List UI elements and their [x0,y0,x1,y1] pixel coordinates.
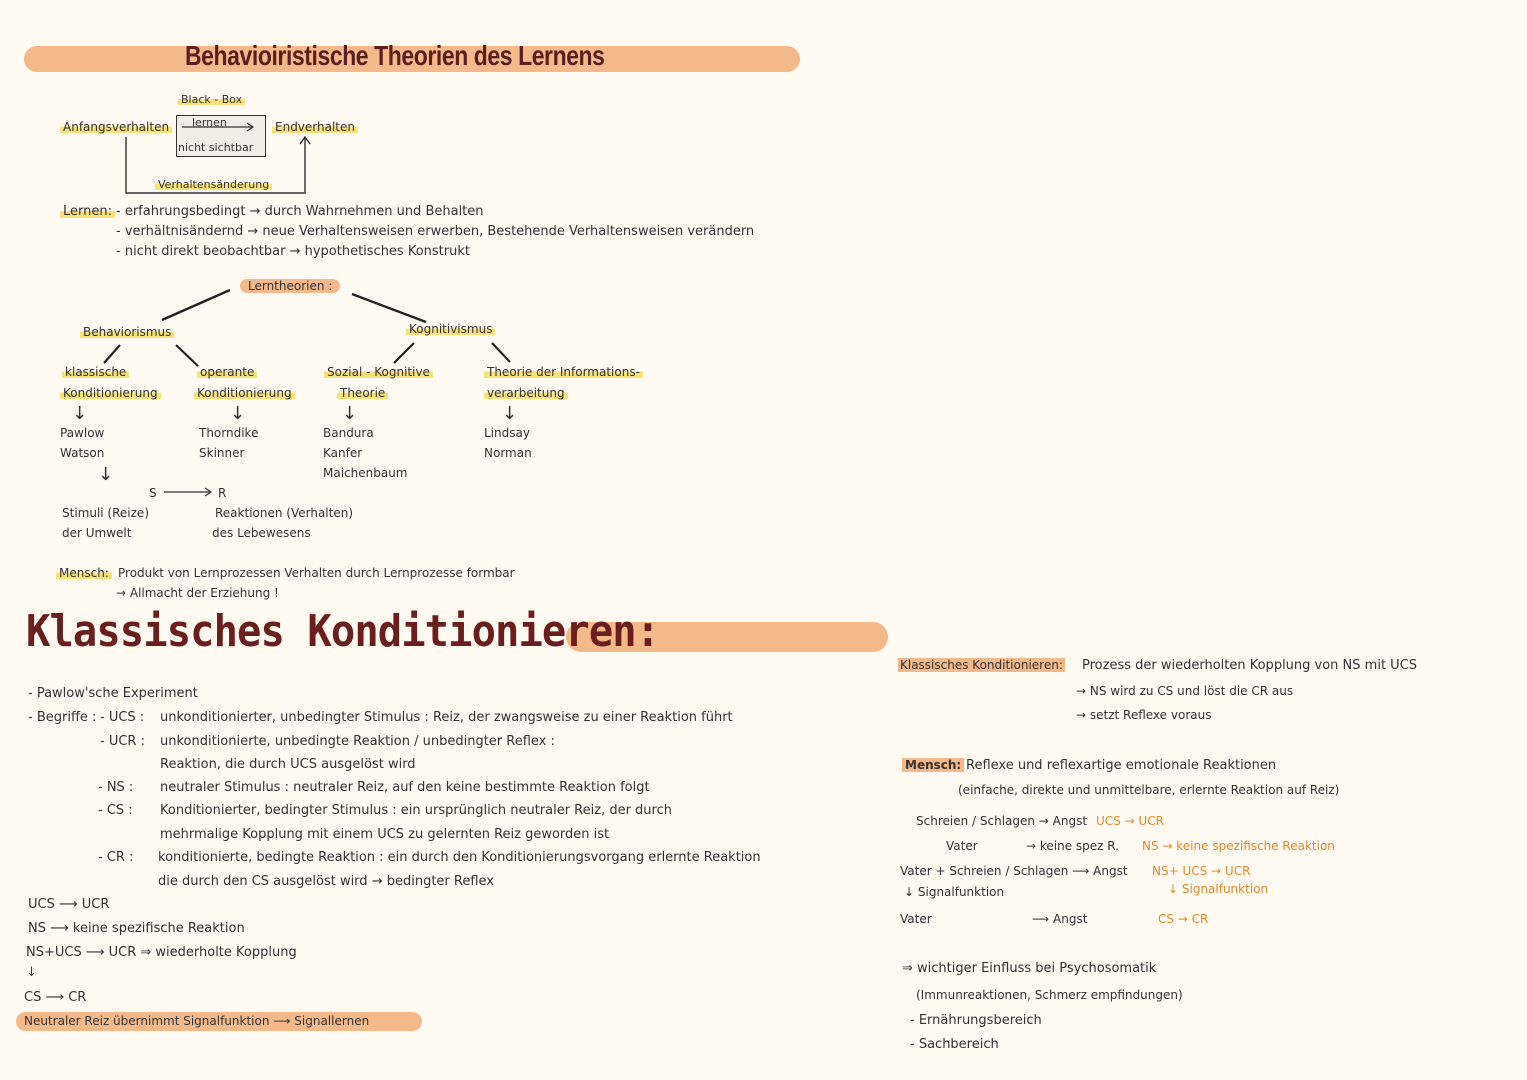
mensch-line: Produkt von Lernprozessen Verhalten durch Lernprozesse formbar [118,566,515,580]
tree-node-title: Sozial - Kognitive [324,365,433,379]
example-orange: UCS → UCR [1096,814,1164,828]
tree-person: Thorndike [199,426,259,440]
lernen-line: - verhältnisändernd → neue Verhaltensweisen erwerben, Bestehende Verhaltensweisen verändern [116,224,755,239]
reaktion-text: des Lebewesens [212,526,311,540]
example-line: ⟶ Angst [1032,912,1088,926]
experiment-line: - Pawlow'sche Experiment [28,686,198,701]
conclusion-line: - Ernährungsbereich [910,1013,1042,1028]
term-abbr: - CR : [98,850,134,865]
tree-node-title: verarbeitung [484,386,568,400]
lernen-label: Lernen: [60,204,115,219]
example-line: Vater [946,839,978,853]
blackbox-change: Verhaltensänderung [155,178,272,191]
tree-node-title: klassische [62,365,129,379]
term-abbr: - UCR : [100,734,145,749]
arrow-down-icon: ↓ [342,403,358,424]
example-line: → keine spez R. [1026,839,1119,853]
tree-person: Kanfer [323,446,363,460]
tree-person: Maichenbaum [323,466,408,480]
bottom-summary: Neutraler Reiz übernimmt Signalfunktion ⟶ Signallernen [24,1014,370,1028]
example-orange: NS+ UCS → UCR [1152,864,1251,878]
term-text: die durch den CS ausgelöst wird → bedingter Reflex [158,874,494,889]
term-text: konditionierte, bedingte Reaktion : ein durch den Konditionierungsvorgang erlernte Reaktion [158,850,761,865]
blackbox-label: Black - Box [178,93,245,106]
mensch2-line: (einfache, direkte und unmittelbare, erlernte Reaktion auf Reiz) [958,783,1340,797]
tree-node-title: Theorie [337,386,388,400]
tree-node-title: Konditionierung [60,386,161,400]
mensch2-label: Mensch: [902,758,964,772]
example-line: ↓ Signalfunktion [904,885,1005,899]
tree-person: Norman [484,446,532,460]
flow-line: CS ⟶ CR [24,990,87,1005]
arrow-down-icon: ↓ [230,403,246,424]
flow-line: NS ⟶ keine spezifische Reaktion [28,921,245,936]
mensch-label: Mensch: [56,566,112,580]
conclusion-line: ⇒ wichtiger Einfluss bei Psychosomatik [902,961,1157,976]
stimuli-text: Stimuli (Reize) [62,506,149,520]
reaktion-text: Reaktionen (Verhalten) [215,506,354,520]
tree-node-title: Theorie der Informations- [484,365,643,379]
flow-arrow: ↓ [26,965,37,980]
example-orange: ↓ Signalfunktion [1168,882,1269,896]
term-abbr: - CS : [98,803,133,818]
mensch2-line: Reflexe und reflexartige emotionale Reaktionen [966,758,1277,773]
example-orange: CS → CR [1158,912,1209,926]
tree-person: Watson [60,446,105,460]
begriffe-label: - Begriffe : [28,710,97,725]
tree-person: Bandura [323,426,374,440]
arrow-down-icon: ↓ [502,403,518,424]
page-title: Behavioiristische Theorien des Lernens [185,40,605,71]
example-orange: NS → keine spezifische Reaktion [1142,839,1335,853]
tree-node-title: operante [197,365,257,379]
def-line: Prozess der wiederholten Kopplung von NS mit UCS [1082,658,1418,673]
term-text: unkonditionierter, unbedingter Stimulus : Reiz, der zwangsweise zu einer Reaktion führt [160,710,733,725]
tree-root: Lerntheorien : [240,279,340,293]
term-abbr: - UCS : [100,710,145,725]
term-text: neutraler Stimulus : neutraler Reiz, auf den keine bestimmte Reaktion folgt [160,780,650,795]
blackbox-end: Endverhalten [272,120,358,134]
lernen-line: - nicht direkt beobachtbar → hypothetisches Konstrukt [116,244,470,259]
term-text: Reaktion, die durch UCS ausgelöst wird [160,757,416,772]
stimuli-text: der Umwelt [62,526,132,540]
tree-person: Skinner [199,446,245,460]
arrow-down-icon: ↓ [72,403,88,424]
flow-line: NS+UCS ⟶ UCR ⇒ wiederholte Kopplung [26,945,297,960]
tree-person: Pawlow [60,426,105,440]
term-text: mehrmalige Kopplung mit einem UCS zu gelernten Reiz geworden ist [160,827,610,842]
example-line: Vater + Schreien / Schlagen ⟶ Angst [900,864,1128,878]
term-abbr: - NS : [98,780,134,795]
def-line: → setzt Reflexe voraus [1076,708,1212,722]
section-title: Klassisches Konditionieren: [26,606,660,657]
blackbox-start: Anfangsverhalten [60,120,172,134]
blackbox-inner-top: lernen [192,116,227,129]
stimulus-s: S [149,486,157,500]
def-label: Klassisches Konditionieren: [900,658,1063,672]
term-text: unkonditionierte, unbedingte Reaktion / unbedingter Reflex : [160,734,555,749]
flow-line: UCS ⟶ UCR [28,897,110,912]
tree-person: Lindsay [484,426,530,440]
reaktion-r: R [218,486,227,500]
tree-behaviorismus: Behaviorismus [80,325,174,339]
mensch-line: → Allmacht der Erziehung ! [116,586,279,600]
def-line: → NS wird zu CS und löst die CR aus [1076,684,1294,698]
arrow-down-icon: ↓ [98,464,114,485]
conclusion-line: - Sachbereich [910,1037,999,1052]
example-line: Schreien / Schlagen → Angst [916,814,1088,828]
example-line: Vater [900,912,932,926]
blackbox-inner-bottom: nicht sichtbar [178,141,254,154]
lernen-line: - erfahrungsbedingt → durch Wahrnehmen und Behalten [116,204,484,219]
conclusion-line: (Immunreaktionen, Schmerz empfindungen) [916,988,1183,1002]
tree-kognitivismus: Kognitivismus [406,322,495,336]
tree-node-title: Konditionierung [194,386,295,400]
term-text: Konditionierter, bedingter Stimulus : ein ursprünglich neutraler Reiz, der durch [160,803,672,818]
